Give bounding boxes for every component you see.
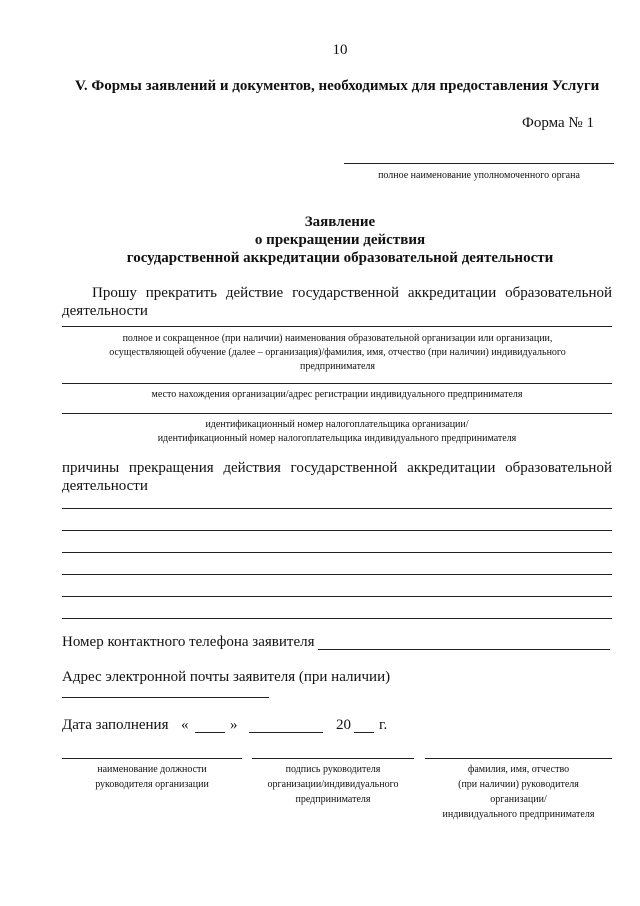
position-caption-1: наименование должности	[97, 764, 207, 775]
fio-caption-4: индивидуального предпринимателя	[442, 809, 595, 820]
signature-line[interactable]	[252, 758, 414, 759]
date-year-suffix: г.	[379, 717, 388, 733]
date-year-prefix: 20	[336, 717, 351, 733]
request-line-2: деятельности	[62, 303, 148, 319]
reasons-line-1: причины прекращения действия государственной аккредитации образовательной	[62, 460, 612, 476]
inn-caption-2: идентификационный номер налогоплательщика индивидуального предпринимателя	[157, 433, 517, 444]
form-label: Форма № 1	[522, 115, 594, 131]
signature-caption-1: подпись руководителя	[285, 764, 381, 775]
date-month-line[interactable]	[249, 732, 323, 733]
email-label: Адрес электронной почты заявителя (при наличии)	[62, 669, 391, 685]
date-day-line[interactable]	[195, 732, 225, 733]
authority-line	[344, 163, 614, 164]
reason-input-line[interactable]	[62, 596, 612, 597]
position-caption	[62, 762, 242, 792]
authority-caption: полное наименование уполномоченного органа	[378, 170, 580, 181]
fio-caption-1: фамилия, имя, отчество	[467, 764, 570, 775]
reason-input-line[interactable]	[62, 530, 612, 531]
inn-caption-1: идентификационный номер налогоплательщика организации/	[205, 419, 469, 430]
request-line-1: Прошу прекратить действие государственной аккредитации образовательной	[92, 285, 612, 301]
date-close-quote: »	[230, 717, 238, 733]
title-line-3: государственной аккредитации образовательной деятельности	[126, 250, 554, 266]
org-name-line	[62, 326, 612, 327]
date-label: Дата заполнения	[62, 717, 169, 733]
date-open-quote: «	[181, 717, 189, 733]
signature-caption	[252, 762, 414, 807]
org-name-caption	[55, 332, 620, 374]
reason-input-line[interactable]	[62, 618, 612, 619]
phone-label: Номер контактного телефона заявителя	[62, 634, 315, 650]
title-line-2: о прекращении действия	[254, 232, 426, 248]
phone-input-line[interactable]	[318, 649, 610, 650]
address-caption: место нахождения организации/адрес регистрации индивидуального предпринимателя	[151, 389, 523, 400]
page-number: 10	[332, 42, 348, 58]
org-name-caption-2: осуществляющей обучение (далее – организация)/фамилия, имя, отчество (при наличии) индивидуального	[109, 347, 566, 358]
reason-input-line[interactable]	[62, 552, 612, 553]
title-line-1: Заявление	[304, 214, 376, 230]
reason-input-line[interactable]	[62, 574, 612, 575]
signature-caption-2: организации/индивидуального	[267, 779, 399, 790]
inn-line	[62, 413, 612, 414]
section-title: V. Формы заявлений и документов, необходимых для предоставления Услуги	[75, 78, 600, 94]
document-title	[0, 213, 640, 267]
reasons-line-2: деятельности	[62, 478, 148, 494]
fio-caption	[425, 762, 612, 822]
position-caption-2: руководителя организации	[95, 779, 209, 790]
reason-input-line[interactable]	[62, 508, 612, 509]
fio-caption-2: (при наличии) руководителя	[458, 779, 579, 790]
date-year-line[interactable]	[354, 732, 374, 733]
signature-caption-3: предпринимателя	[295, 794, 371, 805]
address-line	[62, 383, 612, 384]
org-name-caption-1: полное и сокращенное (при наличии) наименования образовательной организации или организации,	[122, 333, 553, 344]
fio-line[interactable]	[425, 758, 612, 759]
position-line[interactable]	[62, 758, 242, 759]
email-input-line[interactable]	[62, 697, 269, 698]
fio-caption-3: организации/	[490, 794, 547, 805]
inn-caption	[62, 418, 612, 446]
org-name-caption-3: предпринимателя	[300, 361, 375, 372]
